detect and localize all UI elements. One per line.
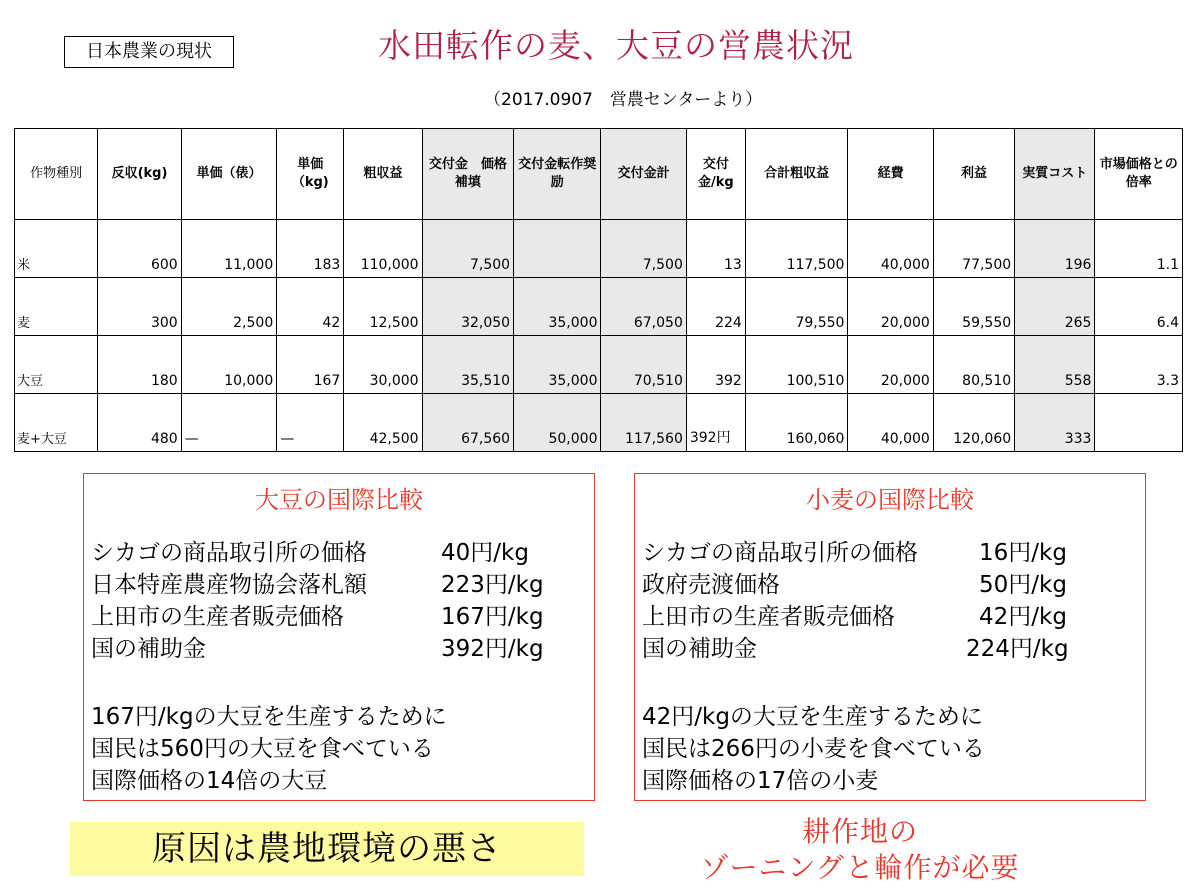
cause-banner: 原因は農地環境の悪さ (70, 822, 584, 876)
col-header-gross: 粗収益 (344, 129, 422, 220)
col-header-total-gross: 合計粗収益 (745, 129, 848, 220)
soybean-item-value: 40円/kg (441, 540, 529, 566)
page-title: 水田転作の麦、大豆の営農状況 (378, 26, 854, 65)
table-cell: 224 (686, 278, 745, 336)
wheat-comparison-title: 小麦の国際比較 (806, 486, 974, 514)
soybean-item-label: 国の補助金 (91, 636, 206, 662)
soybean-item-label: 日本特産農産物協会落札額 (91, 572, 367, 598)
col-header-subsidy-price: 交付金 価格補填 (422, 129, 513, 220)
table-cell: 11,000 (181, 220, 277, 278)
table-cell: 480 (98, 394, 181, 452)
table-cell: 67,560 (422, 394, 513, 452)
col-header-subsidy-total: 交付金計 (601, 129, 686, 220)
table-cell: 265 (1015, 278, 1095, 336)
table-row (15, 336, 1183, 394)
wheat-item-value: 50円/kg (979, 572, 1067, 598)
soybean-item-label: 上田市の生産者販売価格 (91, 604, 344, 630)
wheat-note: 国際価格の17倍の小麦 (642, 768, 879, 794)
table-cell: 100,510 (745, 336, 848, 394)
table-cell: 42 (277, 278, 344, 336)
wheat-item (642, 569, 1067, 601)
table-cell: 70,510 (601, 336, 686, 394)
table-cell: 167 (277, 336, 344, 394)
soybean-item-value: 392円/kg (441, 636, 544, 662)
remedy-line: ゾーニングと輪作が必要 (700, 851, 1020, 884)
col-header-real-cost: 実質コスト (1015, 129, 1095, 220)
col-header-price-bale: 単価（俵） (181, 129, 277, 220)
table-cell: 77,500 (933, 220, 1014, 278)
table-cell: 40,000 (848, 220, 933, 278)
table-cell: 3.3 (1095, 336, 1183, 394)
soybean-note: 国民は560円の大豆を食べている (91, 736, 434, 762)
table-header-row (15, 129, 1183, 220)
wheat-item-value: 42円/kg (979, 604, 1067, 630)
table-cell: 110,000 (344, 220, 422, 278)
table-cell: 333 (1015, 394, 1095, 452)
table-cell: 20,000 (848, 336, 933, 394)
table-cell: 392 (686, 336, 745, 394)
soybean-item (91, 633, 544, 665)
table-cell (1095, 394, 1183, 452)
soybean-note: 国際価格の14倍の大豆 (91, 768, 328, 794)
page-subtitle: （2017.0907 営農センターより） (484, 90, 763, 110)
wheat-item-label: シカゴの商品取引所の価格 (642, 540, 918, 566)
table-cell: 1.1 (1095, 220, 1183, 278)
wheat-item (642, 537, 1067, 569)
soybean-item (91, 569, 544, 601)
table-cell: 120,060 (933, 394, 1014, 452)
col-header-subsidy-conversion: 交付金転作奨励 (514, 129, 601, 220)
col-header-profit: 利益 (933, 129, 1014, 220)
table-cell: 2,500 (181, 278, 277, 336)
table-cell: 183 (277, 220, 344, 278)
table-cell: 50,000 (514, 394, 601, 452)
table-cell: 7,500 (422, 220, 513, 278)
table-cell: 42,500 (344, 394, 422, 452)
col-header-expenses: 経費 (848, 129, 933, 220)
table-cell: 79,550 (745, 278, 848, 336)
table-cell: 米 (15, 220, 98, 278)
table-cell: 6.4 (1095, 278, 1183, 336)
soybean-item (91, 601, 544, 633)
table-row (15, 278, 1183, 336)
table-cell: — (277, 394, 344, 452)
remedy-line: 耕作地の (801, 815, 918, 848)
soybean-item-value: 223円/kg (441, 572, 544, 598)
table-cell: 32,050 (422, 278, 513, 336)
table-cell: 196 (1015, 220, 1095, 278)
farming-status-table (14, 128, 1183, 452)
wheat-note: 42円/kgの大豆を生産するために (642, 704, 983, 730)
table-cell: 59,550 (933, 278, 1014, 336)
table-cell: 麦+大豆 (15, 394, 98, 452)
table-cell: 20,000 (848, 278, 933, 336)
wheat-item (642, 633, 1069, 665)
table-cell: 40,000 (848, 394, 933, 452)
col-header-market-ratio: 市場価格との倍率 (1095, 129, 1183, 220)
wheat-item-label: 政府売渡価格 (642, 572, 780, 598)
soybean-item-value: 167円/kg (441, 604, 544, 630)
table-cell: 67,050 (601, 278, 686, 336)
table-cell: 12,500 (344, 278, 422, 336)
table-cell: 7,500 (601, 220, 686, 278)
table-row (15, 220, 1183, 278)
table-cell: 180 (98, 336, 181, 394)
wheat-note: 国民は266円の小麦を食べている (642, 736, 985, 762)
table-row (15, 394, 1183, 452)
col-header-yield: 反収(kg) (98, 129, 181, 220)
table-cell: 35,510 (422, 336, 513, 394)
table-cell: 600 (98, 220, 181, 278)
table-cell: 558 (1015, 336, 1095, 394)
table-cell: 麦 (15, 278, 98, 336)
wheat-item (642, 601, 1067, 633)
table-cell: 80,510 (933, 336, 1014, 394)
table-cell: 10,000 (181, 336, 277, 394)
soybean-item-label: シカゴの商品取引所の価格 (91, 540, 367, 566)
wheat-item-label: 国の補助金 (642, 636, 757, 662)
remedy-text (650, 814, 1070, 886)
table-cell: 30,000 (344, 336, 422, 394)
wheat-comparison-box (634, 473, 1146, 801)
soybean-item (91, 537, 529, 569)
table-cell (514, 220, 601, 278)
wheat-item-value: 16円/kg (979, 540, 1067, 566)
table-cell: 13 (686, 220, 745, 278)
table-cell: 300 (98, 278, 181, 336)
soybean-comparison-title: 大豆の国際比較 (255, 486, 423, 514)
table-cell: 大豆 (15, 336, 98, 394)
table-cell: — (181, 394, 277, 452)
table-cell: 117,560 (601, 394, 686, 452)
section-tag: 日本農業の現状 (64, 36, 234, 68)
col-header-crop: 作物種別 (15, 129, 98, 220)
table-cell: 392円 (686, 394, 745, 452)
table-cell: 35,000 (514, 278, 601, 336)
col-header-subsidy-kg: 交付金/kg (686, 129, 745, 220)
soybean-comparison-box (83, 473, 595, 801)
wheat-item-value: 224円/kg (966, 636, 1069, 662)
soybean-note: 167円/kgの大豆を生産するために (91, 704, 447, 730)
table-cell: 160,060 (745, 394, 848, 452)
table-cell: 117,500 (745, 220, 848, 278)
col-header-price-kg: 単価（kg) (277, 129, 344, 220)
wheat-item-label: 上田市の生産者販売価格 (642, 604, 895, 630)
table-cell: 35,000 (514, 336, 601, 394)
